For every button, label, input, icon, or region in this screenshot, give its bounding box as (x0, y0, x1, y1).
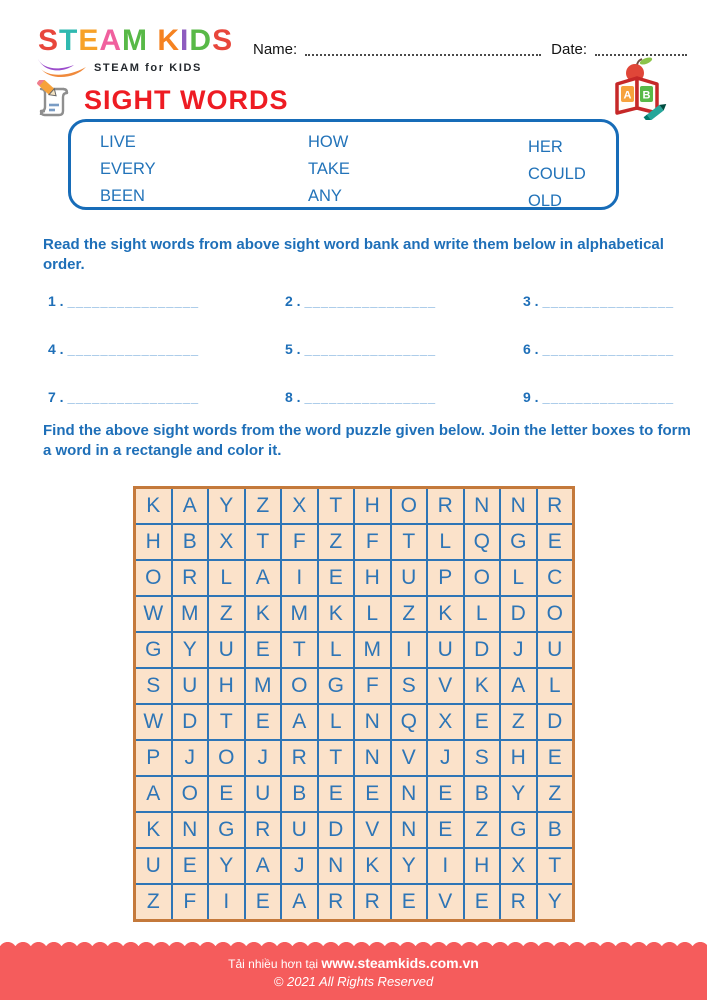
grid-cell: H (135, 524, 172, 560)
grid-cell: A (135, 776, 172, 812)
grid-cell: U (391, 560, 428, 596)
grid-cell: B (281, 776, 318, 812)
word-bank-column (308, 129, 528, 207)
grid-cell: X (281, 488, 318, 525)
blank-number: 5 . (285, 341, 305, 357)
grid-cell: L (500, 560, 537, 596)
footer-site-url: www.steamkids.com.vn (321, 955, 479, 971)
footer-site-prefix: Tải nhiều hơn tại (228, 957, 322, 971)
blank-line: ________________ (304, 390, 437, 405)
grid-row (135, 524, 574, 560)
grid-cell: U (135, 848, 172, 884)
grid-cell: L (318, 704, 355, 740)
grid-cell: Y (391, 848, 428, 884)
blank-line: ________________ (304, 342, 437, 357)
grid-cell: R (245, 812, 282, 848)
grid-cell: H (464, 848, 501, 884)
grid-cell: E (172, 848, 209, 884)
grid-cell: Z (537, 776, 574, 812)
grid-row (135, 488, 574, 525)
grid-cell: R (172, 560, 209, 596)
word-bank (68, 119, 619, 210)
grid-cell: E (464, 704, 501, 740)
grid-cell: H (354, 488, 391, 525)
grid-cell: E (354, 776, 391, 812)
grid-cell: K (245, 596, 282, 632)
blank-item (285, 293, 523, 316)
word-bank-word: LIVE (100, 133, 136, 151)
grid-cell: J (245, 740, 282, 776)
date-line (595, 40, 687, 56)
grid-row (135, 704, 574, 740)
blank-item (48, 341, 285, 364)
grid-cell: D (318, 812, 355, 848)
grid-cell: U (245, 776, 282, 812)
grid-cell: E (245, 704, 282, 740)
logo-letter: S (38, 24, 60, 57)
grid-cell: M (245, 668, 282, 704)
word-bank-word: EVERY (100, 160, 156, 178)
grid-cell: I (427, 848, 464, 884)
logo-letter: K (157, 24, 181, 57)
book-icon-letter-a: A (623, 89, 632, 102)
grid-row (135, 740, 574, 776)
blank-number: 8 . (285, 389, 305, 405)
grid-cell: K (318, 596, 355, 632)
grid-cell: Z (208, 596, 245, 632)
grid-cell: E (391, 884, 428, 921)
grid-cell: P (135, 740, 172, 776)
logo-letter: T (59, 24, 79, 57)
grid-cell: B (172, 524, 209, 560)
grid-cell: T (537, 848, 574, 884)
logo-letter: D (189, 24, 213, 57)
grid-cell: K (135, 488, 172, 525)
grid-cell: R (354, 884, 391, 921)
grid-cell: H (208, 668, 245, 704)
blank-number: 6 . (523, 341, 543, 357)
footer-scallops (0, 941, 707, 951)
steam-kids-logo (38, 26, 233, 81)
grid-cell: Y (500, 776, 537, 812)
grid-cell: A (245, 560, 282, 596)
grid-cell: J (500, 632, 537, 668)
grid-cell: F (281, 524, 318, 560)
grid-cell: A (245, 848, 282, 884)
blank-item (285, 341, 523, 364)
blank-number: 2 . (285, 293, 305, 309)
grid-cell: L (354, 596, 391, 632)
footer-copyright: © 2021 All Rights Reserved (273, 974, 434, 989)
blank-line: ________________ (67, 342, 200, 357)
grid-cell: Y (208, 488, 245, 525)
blank-item (48, 293, 285, 316)
grid-row (135, 776, 574, 812)
grid-cell: L (208, 560, 245, 596)
grid-cell: R (427, 488, 464, 525)
grid-cell: O (135, 560, 172, 596)
blank-line: ________________ (542, 390, 675, 405)
grid-cell: J (281, 848, 318, 884)
grid-cell: D (500, 596, 537, 632)
name-label: Name: (253, 41, 298, 58)
blank-number: 1 . (48, 293, 68, 309)
grid-cell: F (172, 884, 209, 921)
grid-cell: D (537, 704, 574, 740)
grid-cell: V (427, 668, 464, 704)
grid-cell: Z (135, 884, 172, 921)
grid-cell: S (464, 740, 501, 776)
word-bank-word: HER (528, 138, 563, 156)
grid-cell: X (208, 524, 245, 560)
grid-cell: Z (500, 704, 537, 740)
grid-cell: E (537, 524, 574, 560)
word-search-grid (133, 486, 575, 922)
grid-cell: M (354, 632, 391, 668)
alphabetical-blanks (48, 293, 674, 412)
grid-cell: M (172, 596, 209, 632)
grid-cell: Y (537, 884, 574, 921)
grid-cell: V (391, 740, 428, 776)
grid-cell: N (318, 848, 355, 884)
grid-cell: O (281, 668, 318, 704)
logo-letter (148, 24, 157, 57)
blank-item (48, 389, 285, 412)
grid-cell: N (354, 740, 391, 776)
grid-cell: Y (172, 632, 209, 668)
grid-cell: N (172, 812, 209, 848)
grid-cell: D (172, 704, 209, 740)
instruction-puzzle: Find the above sight words from the word puzzle given below. Join the letter boxes to form a word in a rectangle and color it. (43, 422, 691, 460)
word-search-table (133, 486, 575, 922)
blank-number: 3 . (523, 293, 543, 309)
grid-cell: T (281, 632, 318, 668)
grid-cell: N (464, 488, 501, 525)
logo-letter: M (122, 24, 149, 57)
grid-cell: A (500, 668, 537, 704)
grid-cell: R (500, 884, 537, 921)
blank-item (523, 293, 674, 316)
word-bank-word: TAKE (308, 160, 350, 178)
grid-cell: H (354, 560, 391, 596)
grid-cell: E (427, 776, 464, 812)
grid-cell: T (208, 704, 245, 740)
grid-cell: E (208, 776, 245, 812)
grid-cell: T (318, 740, 355, 776)
grid-cell: U (537, 632, 574, 668)
grid-cell: T (391, 524, 428, 560)
grid-cell: X (427, 704, 464, 740)
name-line (305, 40, 541, 56)
blank-number: 9 . (523, 389, 543, 405)
grid-cell: L (537, 668, 574, 704)
grid-cell: E (245, 884, 282, 921)
grid-cell: G (500, 524, 537, 560)
date-label: Date: (551, 41, 587, 58)
grid-cell: I (391, 632, 428, 668)
book-icon-letter-b: B (642, 89, 651, 102)
grid-cell: I (208, 884, 245, 921)
grid-cell: V (427, 884, 464, 921)
grid-cell: N (391, 776, 428, 812)
blank-item (285, 389, 523, 412)
blank-line: ________________ (67, 390, 200, 405)
grid-cell: F (354, 668, 391, 704)
grid-row (135, 812, 574, 848)
blank-number: 7 . (48, 389, 68, 405)
grid-cell: P (427, 560, 464, 596)
grid-cell: R (281, 740, 318, 776)
grid-row (135, 668, 574, 704)
word-bank-word: OLD (528, 192, 562, 210)
grid-cell: Z (245, 488, 282, 525)
instruction-alphabetical: Read the sight words from above sight word bank and write them below in alphabetical order. (43, 236, 664, 274)
grid-cell: S (391, 668, 428, 704)
grid-row (135, 884, 574, 921)
logo-subtext: STEAM for KIDS (94, 62, 202, 74)
grid-cell: S (135, 668, 172, 704)
grid-cell: E (427, 812, 464, 848)
logo-swoosh-icon (36, 58, 90, 80)
grid-cell: N (354, 704, 391, 740)
title-row (34, 80, 289, 120)
grid-cell: B (464, 776, 501, 812)
grid-cell: K (135, 812, 172, 848)
grid-cell: C (537, 560, 574, 596)
grid-cell: U (172, 668, 209, 704)
footer (0, 941, 707, 1000)
word-bank-word: COULD (528, 165, 586, 183)
grid-cell: A (281, 884, 318, 921)
grid-cell: L (427, 524, 464, 560)
grid-cell: F (354, 524, 391, 560)
blank-item (523, 389, 674, 412)
grid-cell: Q (464, 524, 501, 560)
grid-cell: N (500, 488, 537, 525)
grid-cell: W (135, 596, 172, 632)
blank-number: 4 . (48, 341, 68, 357)
blank-line: ________________ (542, 294, 675, 309)
grid-cell: U (281, 812, 318, 848)
word-bank-column (100, 129, 308, 207)
grid-cell: E (537, 740, 574, 776)
word-bank-column (528, 129, 616, 210)
grid-cell: L (318, 632, 355, 668)
grid-cell: Z (391, 596, 428, 632)
logo-wordmark (38, 26, 233, 56)
grid-row (135, 632, 574, 668)
logo-letter: E (78, 24, 100, 57)
blank-line: ________________ (542, 342, 675, 357)
grid-cell: A (172, 488, 209, 525)
grid-cell: E (245, 632, 282, 668)
pencil-note-icon (34, 80, 74, 120)
blank-item (523, 341, 674, 364)
footer-site-text (0, 955, 707, 971)
grid-cell: B (537, 812, 574, 848)
grid-cell: O (172, 776, 209, 812)
grid-cell: W (135, 704, 172, 740)
grid-cell: T (318, 488, 355, 525)
grid-cell: G (318, 668, 355, 704)
grid-cell: L (464, 596, 501, 632)
grid-cell: Z (318, 524, 355, 560)
grid-cell: R (537, 488, 574, 525)
grid-cell: T (245, 524, 282, 560)
grid-cell: M (281, 596, 318, 632)
footer-band (0, 951, 707, 1000)
grid-cell: E (318, 776, 355, 812)
grid-cell: A (281, 704, 318, 740)
grid-cell: G (135, 632, 172, 668)
blank-line: ________________ (304, 294, 437, 309)
grid-cell: Q (391, 704, 428, 740)
book-abc-icon (610, 56, 668, 120)
grid-cell: N (391, 812, 428, 848)
logo-letter: I (180, 24, 190, 57)
grid-cell: O (391, 488, 428, 525)
blank-line: ________________ (67, 294, 200, 309)
grid-cell: R (318, 884, 355, 921)
grid-cell: V (354, 812, 391, 848)
page-title: SIGHT WORDS (84, 84, 289, 115)
grid-row (135, 560, 574, 596)
grid-cell: I (281, 560, 318, 596)
grid-cell: J (172, 740, 209, 776)
grid-cell: X (500, 848, 537, 884)
grid-row (135, 596, 574, 632)
word-bank-word: HOW (308, 133, 349, 151)
grid-cell: K (354, 848, 391, 884)
logo-letter: S (212, 24, 234, 57)
grid-cell: E (318, 560, 355, 596)
logo-letter: A (99, 24, 123, 57)
grid-cell: O (464, 560, 501, 596)
grid-cell: Y (208, 848, 245, 884)
grid-cell: D (464, 632, 501, 668)
grid-cell: K (427, 596, 464, 632)
word-bank-word: BEEN (100, 187, 145, 205)
grid-cell: O (537, 596, 574, 632)
grid-cell: Z (464, 812, 501, 848)
grid-cell: K (464, 668, 501, 704)
grid-cell: G (208, 812, 245, 848)
grid-cell: U (427, 632, 464, 668)
grid-cell: O (208, 740, 245, 776)
grid-cell: G (500, 812, 537, 848)
word-bank-word: ANY (308, 187, 342, 205)
grid-cell: U (208, 632, 245, 668)
grid-cell: H (500, 740, 537, 776)
grid-cell: J (427, 740, 464, 776)
grid-row (135, 848, 574, 884)
grid-cell: E (464, 884, 501, 921)
